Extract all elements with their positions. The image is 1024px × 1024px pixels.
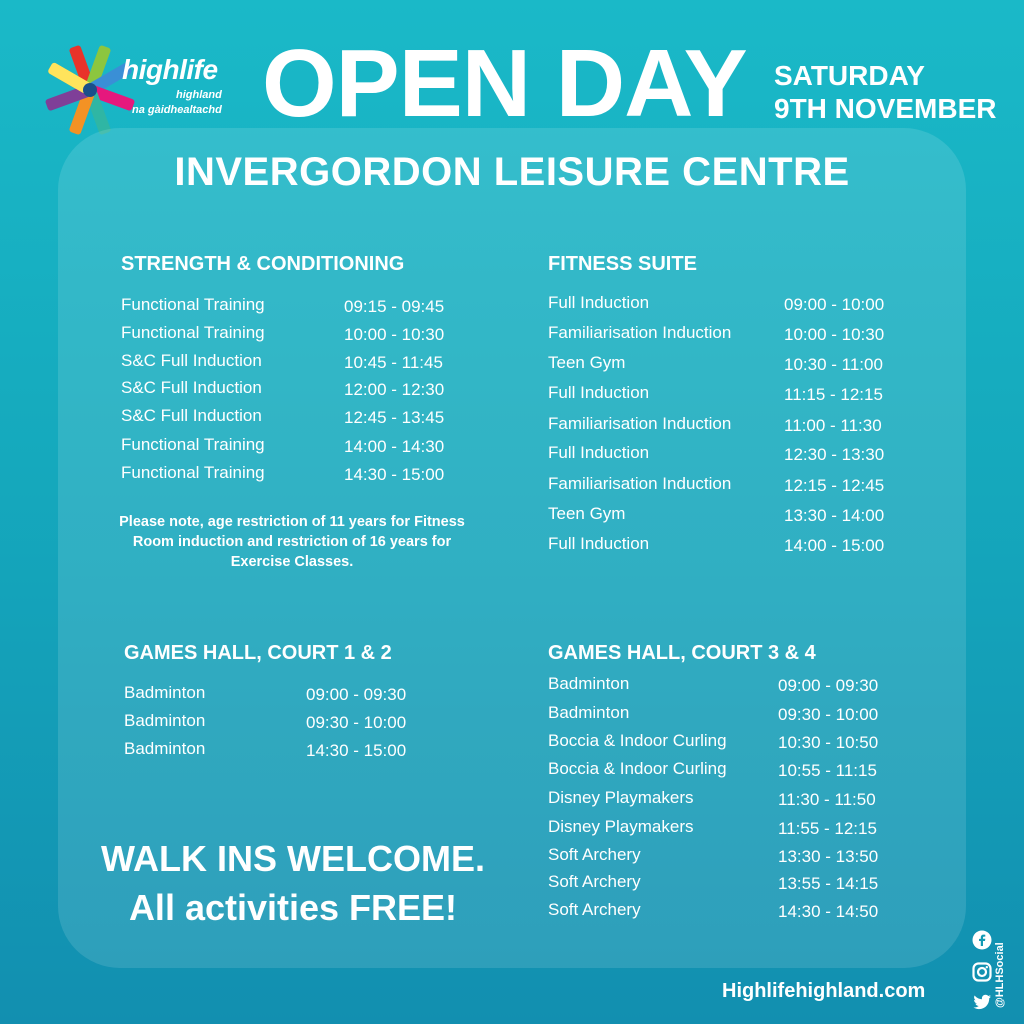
activity-time: 09:00 - 10:00 — [784, 295, 885, 314]
activity-name: Full Induction — [548, 383, 650, 402]
activity-time: 11:00 - 11:30 — [784, 416, 882, 435]
social-handle[interactable]: @HLHSocial — [994, 942, 1006, 1008]
section-title-strength: STRENGTH & CONDITIONING — [121, 253, 405, 275]
walk-ins-headline: WALK INS WELCOME. — [101, 838, 485, 879]
free-activities-headline: All activities FREE! — [128, 887, 458, 928]
logo-subtitle-gaelic: na gàidhealtachd — [132, 104, 222, 116]
page-title: OPEN DAY — [262, 30, 747, 137]
activity-time: 13:55 - 14:15 — [778, 874, 879, 893]
activity-time: 12:15 - 12:45 — [784, 476, 885, 495]
activity-name: Teen Gym — [548, 353, 626, 372]
activity-name: Full Induction — [548, 293, 650, 312]
section-title-games-12: GAMES HALL, COURT 1 & 2 — [124, 642, 392, 664]
activity-name: Disney Playmakers — [548, 788, 694, 807]
activity-time: 14:30 - 15:00 — [344, 465, 445, 484]
activity-time: 10:55 - 11:15 — [778, 761, 877, 780]
activity-time: 10:45 - 11:45 — [344, 353, 443, 372]
activity-name: S&C Full Induction — [121, 378, 262, 397]
activity-name: S&C Full Induction — [121, 406, 262, 425]
event-day: SATURDAY — [774, 60, 925, 91]
activity-time: 14:30 - 15:00 — [306, 741, 407, 760]
activity-time: 11:30 - 11:50 — [778, 790, 876, 809]
activity-time: 13:30 - 14:00 — [784, 506, 885, 525]
activity-time: 10:00 - 10:30 — [784, 325, 885, 344]
logo-subtitle: highland — [176, 89, 222, 101]
event-date: 9TH NOVEMBER — [774, 93, 997, 124]
activity-name: Badminton — [124, 683, 206, 702]
activity-time: 09:30 - 10:00 — [306, 713, 407, 732]
activity-name: Soft Archery — [548, 872, 641, 891]
instagram-icon[interactable] — [972, 962, 992, 982]
activity-name: Soft Archery — [548, 900, 641, 919]
activity-time: 10:30 - 10:50 — [778, 733, 879, 752]
activity-time: 10:00 - 10:30 — [344, 325, 445, 344]
activity-time: 12:00 - 12:30 — [344, 380, 445, 399]
activity-name: Functional Training — [121, 295, 265, 314]
activity-name: Functional Training — [121, 463, 265, 482]
website-link[interactable]: Highlifehighland.com — [722, 980, 926, 1002]
activity-time: 12:45 - 13:45 — [344, 408, 445, 427]
activity-name: Full Induction — [548, 534, 650, 553]
activity-name: Soft Archery — [548, 845, 641, 864]
activity-name: Familiarisation Induction — [548, 414, 732, 433]
activity-time: 13:30 - 13:50 — [778, 847, 879, 866]
activity-name: Teen Gym — [548, 504, 626, 523]
activity-name: Badminton — [548, 674, 630, 693]
activity-name: Familiarisation Induction — [548, 474, 732, 493]
activity-time: 09:15 - 09:45 — [344, 297, 445, 316]
facebook-icon[interactable] — [972, 930, 992, 950]
activity-time: 14:00 - 15:00 — [784, 536, 885, 555]
activity-name: Boccia & Indoor Curling — [548, 759, 727, 778]
activity-name: Familiarisation Induction — [548, 323, 732, 342]
section-title-fitness: FITNESS SUITE — [548, 253, 697, 275]
activity-time: 12:30 - 13:30 — [784, 445, 885, 464]
activity-time: 10:30 - 11:00 — [784, 355, 883, 374]
social-icons — [972, 930, 992, 1017]
activity-time: 09:00 - 09:30 — [778, 676, 879, 695]
activity-name: Boccia & Indoor Curling — [548, 731, 727, 750]
activity-name: Disney Playmakers — [548, 817, 694, 836]
social-handle-container — [994, 932, 1010, 1012]
age-restriction-note: Please note, age restriction of 11 years for Fitness Room induction and restriction of 16 years for Exercise Classes. — [119, 514, 465, 570]
activity-name: Badminton — [124, 739, 206, 758]
activity-name: Functional Training — [121, 323, 265, 342]
activity-time: 11:15 - 12:15 — [784, 385, 883, 404]
activity-time: 14:00 - 14:30 — [344, 437, 445, 456]
activity-time: 11:55 - 12:15 — [778, 819, 877, 838]
activity-name: S&C Full Induction — [121, 351, 262, 370]
section-title-games-34: GAMES HALL, COURT 3 & 4 — [548, 642, 816, 664]
twitter-icon[interactable] — [972, 994, 992, 1012]
logo-wordmark: highlife — [122, 54, 218, 85]
venue-title: INVERGORDON LEISURE CENTRE — [174, 150, 850, 194]
activity-name: Full Induction — [548, 443, 650, 462]
activity-time: 14:30 - 14:50 — [778, 902, 879, 921]
activity-name: Badminton — [548, 703, 630, 722]
activity-name: Badminton — [124, 711, 206, 730]
activity-name: Functional Training — [121, 435, 265, 454]
activity-time: 09:30 - 10:00 — [778, 705, 879, 724]
activity-time: 09:00 - 09:30 — [306, 685, 407, 704]
